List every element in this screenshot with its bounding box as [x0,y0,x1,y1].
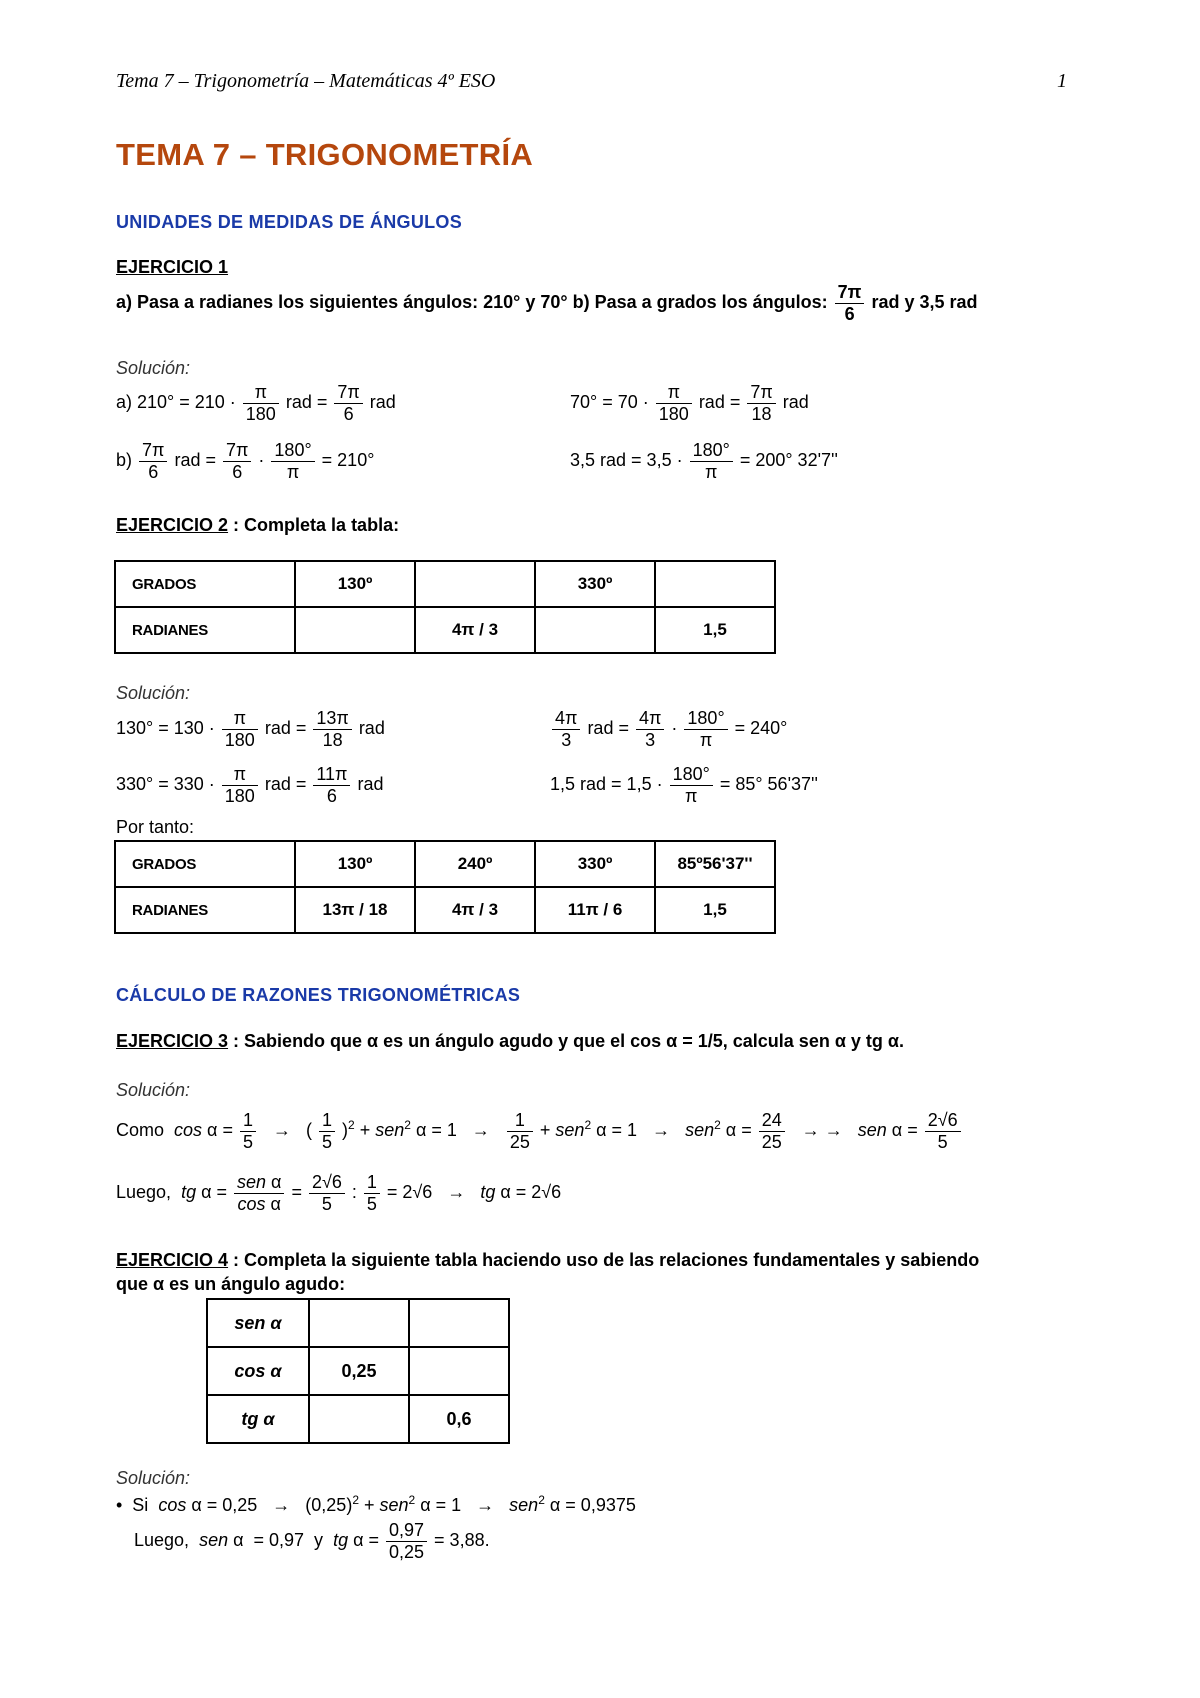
section-heading-units: UNIDADES DE MEDIDAS DE ÁNGULOS [116,212,463,232]
table-cell [655,561,775,607]
ex1-solution-a1: a) 210° = 210 · $\frac{\pi}{180}$ rad = $\frac{7\pi}{6}$ rad [116,382,396,424]
ex3-solution-2: Luego, tg α = $\frac{\text{sen α}}{\text{cos α}}$ = $\frac{2√6}{5}$ : $\frac{1}{5}$ = 2√6 → tg α = 2√6 [116,1172,562,1214]
ex3-solution-1: Como cos α = $\frac{1}{5}$ → ( $\frac{1}{5}$ )$^2$ + sen$^2$ α = 1 → $\frac{1}{25}$ + sen$^2$ α = 1 → sen$^2$ α = $\frac{24}{25}$ → → sen α = $\frac{2√6}{5}$ [116,1110,963,1152]
table-cell: 130º [295,841,415,887]
exercise-3-label: EJERCICIO 3 : Sabiendo que α es un ángulo agudo y que el cos α = 1/5, calcula sen α y tg α. [116,1031,904,1051]
solution-label: Solución: [116,1080,191,1100]
ex2-solution-2: $\frac{4\pi}{3}$ rad = $\frac{4\pi}{3}$ · $\frac{180^\circ}{\pi}$ = 240° [550,708,787,750]
section-heading-ratios: CÁLCULO DE RAZONES TRIGONOMÉTRICAS [116,985,521,1005]
table-cell: tg α [207,1395,309,1443]
table-cell: GRADOS [115,841,295,887]
running-header: Tema 7 – Trigonometría – Matemáticas 4º ESO [116,70,496,92]
ex1-solution-b1: b) $\frac{7\pi}{6}$ rad = $\frac{7\pi}{6}$ · $\frac{180^\circ}{\pi}$ = 210° [116,440,375,482]
exercise-2-label: EJERCICIO 2 : Completa la tabla: [116,515,400,535]
table-cell: sen α [207,1299,309,1347]
table-cell [309,1299,409,1347]
ex2-solution-4: 1,5 rad = 1,5 · $\frac{180^\circ}{\pi}$ = 85° 56'37'' [550,764,818,806]
table-cell [409,1299,509,1347]
table-cell [295,607,415,653]
table-cell [535,607,655,653]
table-row [115,607,775,653]
table-cell: 0,25 [309,1347,409,1395]
table-cell [409,1347,509,1395]
table-cell [309,1395,409,1443]
table-cell: cos α [207,1347,309,1395]
solution-label: Solución: [116,358,191,378]
exercise-4-label: EJERCICIO 4 : Completa la siguiente tabla haciendo uso de las relaciones fundamentales y sabiendo [116,1250,980,1270]
table-row [115,841,775,887]
table-row [207,1395,509,1443]
table-cell: 130º [295,561,415,607]
exercise-1-label: EJERCICIO 1 [116,257,229,277]
table-cell: 1,5 [655,887,775,933]
table-cell: 240º [415,841,535,887]
table-cell [415,561,535,607]
table-cell: 0,6 [409,1395,509,1443]
table-row [115,561,775,607]
ex4-solution-1: • Si $\cos \alpha = 0,25 \to (0,25)^2 + sen^2$ α = 1 → sen$^2$ α = 0,9375 [116,1493,636,1515]
ex4-solution-2: Luego, sen α = 0,97 y tg α = $\frac{0,97}{0,25}$ = 3,88. [134,1520,490,1562]
table-cell: 85º56'37'' [655,841,775,887]
table-cell: 4π / 3 [415,887,535,933]
table-cell: 11π / 6 [535,887,655,933]
exercise-4-statement-2: que α es un ángulo agudo: [116,1274,346,1294]
table-cell: 4π / 3 [415,607,535,653]
solution-label: Solución: [116,1468,191,1488]
solution-label: Solución: [116,683,191,703]
ex1-solution-b2: 3,5 rad = 3,5 · $\frac{180^\circ}{\pi}$ = 200° 32'7'' [570,440,838,482]
table-cell: 13π / 18 [295,887,415,933]
angle-table-2 [114,840,776,934]
angle-table-1 [114,560,776,654]
table-row [207,1299,509,1347]
table-cell: 1,5 [655,607,775,653]
table-row [207,1347,509,1395]
ex1-solution-a2: 70° = 70 · $\frac{\pi}{180}$ rad = $\frac{7\pi}{18}$ rad [570,382,809,424]
table-cell: RADIANES [115,887,295,933]
ex2-solution-3: 330° = 330 · $\frac{\pi}{180}$ rad = $\frac{11\pi}{6}$ rad [116,764,384,806]
page-title: TEMA 7 – TRIGONOMETRÍA [116,137,534,172]
table-cell: GRADOS [115,561,295,607]
therefore-label: Por tanto: [116,817,195,837]
page-number: 1 [1057,70,1067,92]
table-cell: 330º [535,841,655,887]
ex2-solution-1: 130° = 130 · $\frac{\pi}{180}$ rad = $\frac{13\pi}{18}$ rad [116,708,385,750]
trig-table [206,1298,510,1444]
exercise-1-statement: a) Pasa a radianes los siguientes ángulos: 210° y 70° b) Pasa a grados los ángulos: $\frac{7\pi}{6}$ rad y 3,5 rad [116,282,978,324]
table-cell: 330º [535,561,655,607]
table-row [115,887,775,933]
table-cell: RADIANES [115,607,295,653]
